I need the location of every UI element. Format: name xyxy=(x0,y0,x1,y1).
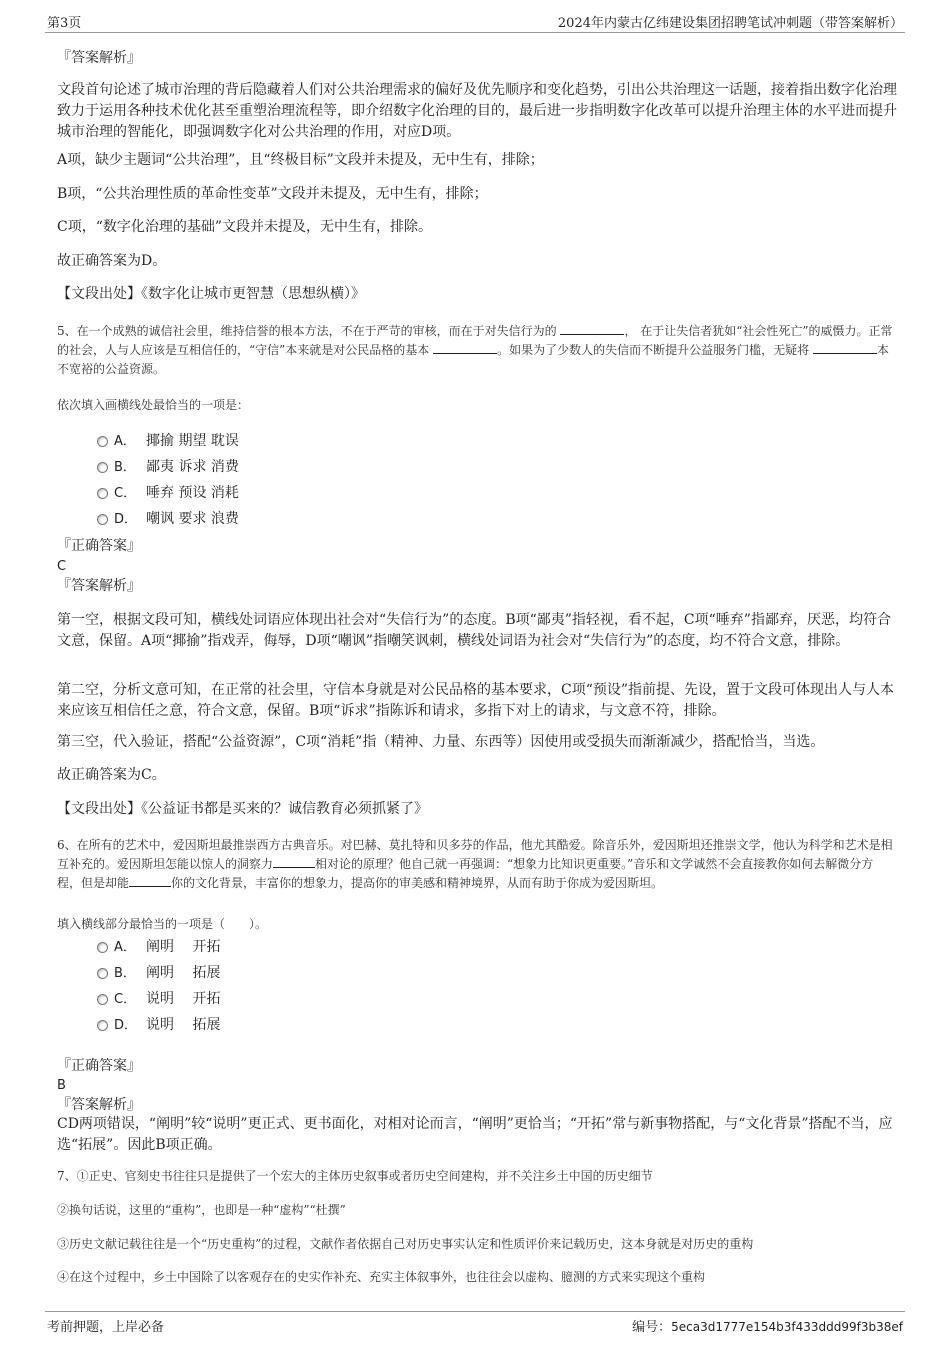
document-code: 编号：5eca3d1777e154b3f433ddd99f3b38ef xyxy=(632,1320,903,1335)
q6-blank-1 xyxy=(273,855,315,868)
q6-option-d[interactable]: D． 说明 拓展 xyxy=(97,1014,220,1034)
q7-sentence-1: 7、①正史、官刻史书往往只是提供了一个宏大的主体历史叙事或者历史空间建构，并不关注乡土中国的历史细节 xyxy=(57,1169,653,1183)
q5-analysis-para1: 第一空，根据文段可知，横线处词语应体现出社会对“失信行为”的态度。B项“鄙夷”指轻视，看不起，C项“唾弃”指鄙弃，厌恶，均符合文意，保留。A项“揶揄”指戏弄，侮辱，D项“嘲讽”指嘲笑讽刺，横线处词语为社会对“失信行为”的态度，均不符合文意，排除。 xyxy=(57,612,891,649)
q6-analysis: CD两项错误，“阐明”较“说明”更正式、更书面化，对相对论而言，“阐明”更恰当；“开拓”常与新事物搭配，与“文化背景”搭配不当，应选“拓展”。因此B项正确。 xyxy=(57,1116,893,1153)
q6-option-c[interactable]: C． 说明 开拓 xyxy=(97,988,220,1008)
radio-icon[interactable] xyxy=(97,488,108,499)
radio-icon[interactable] xyxy=(97,462,108,473)
q4-option-a-analysis: A项，缺少主题词“公共治理”，且“终极目标”文段并未提及，无中生有，排除； xyxy=(57,152,544,168)
q4-option-b-analysis: B项，“公共治理性质的革命性变革”文段并未提及，无中生有，排除； xyxy=(57,186,488,202)
q6-option-b[interactable]: B． 阐明 拓展 xyxy=(97,962,220,982)
q5-answer: C xyxy=(57,559,67,574)
q5-analysis-para2: 第二空，分析文意可知，在正常的社会里，守信本身就是对公民品格的基本要求，C项“预设”指前提、先设，置于文段可体现出人与人本来应该互相信任之意，符合文意，保留。B项“诉求”指陈诉和请求，多指下对上的请求，与文意不符，排除。 xyxy=(57,682,895,719)
q4-option-c-analysis: C项，“数字化治理的基础”文段并未提及，无中生有，排除。 xyxy=(57,219,433,235)
q6-stem: 6、在所有的艺术中，爱因斯坦最推崇西方古典音乐。对巴赫、莫扎特和贝多芬的作品，他尤其酷爱。除音乐外，爱因斯坦还推崇文学，他认为科学和艺术是相互补充的。爱因斯坦怎能以惊人的洞察力 相对论的原理？他自己就一再强调：“想象力比知识更重要。”音乐和文学诚然不会直接教你如何去解微分方程，但是却能 你的文化背景，丰富你的想象力，提高你的审美感和精神境界，从而有助于你成为爱因斯坦。 xyxy=(57,838,893,890)
q6-answer-label: 『正确答案』 xyxy=(57,1058,141,1074)
q5-prompt: 依次填入画横线处最恰当的一项是： xyxy=(57,398,250,412)
q5-blank-3 xyxy=(813,341,877,354)
q5-source: 【文段出处】《公益证书都是买来的？诚信教育必须抓紧了》 xyxy=(57,801,428,817)
page-header xyxy=(45,12,905,33)
q5-analysis-label: 『答案解析』 xyxy=(57,578,141,594)
document-title: 2024年内蒙古亿纬建设集团招聘笔试冲刺题（带答案解析） xyxy=(557,16,903,31)
q4-conclusion: 故正确答案为D。 xyxy=(57,253,167,269)
q5-option-b[interactable]: B． 鄙夷 诉求 消费 xyxy=(97,456,239,476)
q6-answer: B xyxy=(57,1078,66,1093)
page-footer xyxy=(45,1311,905,1334)
q5-blank-1 xyxy=(560,322,624,335)
q4-analysis-label: 『答案解析』 xyxy=(57,50,141,66)
q4-source: 【文段出处】《数字化让城市更智慧（思想纵横）》 xyxy=(57,286,365,302)
q5-conclusion: 故正确答案为C。 xyxy=(57,767,166,783)
q7-sentence-4: ④在这个过程中，乡土中国除了以客观存在的史实作补充、充实主体叙事外，也往往会以虚构、臆测的方式来实现这个重构 xyxy=(57,1270,706,1284)
radio-icon[interactable] xyxy=(97,1020,108,1031)
radio-icon[interactable] xyxy=(97,968,108,979)
radio-icon[interactable] xyxy=(97,942,108,953)
footer-slogan: 考前押题，上岸必备 xyxy=(47,1320,165,1335)
q6-blank-2 xyxy=(129,874,171,887)
q5-option-c[interactable]: C． 唾弃 预设 消耗 xyxy=(97,482,239,502)
radio-icon[interactable] xyxy=(97,436,108,447)
q4-analysis-para1: 文段首句论述了城市治理的背后隐藏着人们对公共治理需求的偏好及优先顺序和变化趋势，引出公共治理这一话题，接着指出数字化治理致力于运用各种技术优化甚至重塑治理流程等，即介绍数字化治理的目的，最后进一步指明数字化改革可以提升治理主体的水平进而提升城市治理的智能化，即强调数字化对公共治理的作用，对应D项。 xyxy=(57,82,897,140)
q6-analysis-label: 『答案解析』 xyxy=(57,1097,141,1113)
q7-sentence-2: ②换句话说，这里的“重构”，也即是一种“虚构”“杜撰” xyxy=(57,1203,346,1217)
q5-option-a[interactable]: A． 揶揄 期望 耽误 xyxy=(97,430,239,450)
q5-blank-2 xyxy=(433,341,497,354)
q5-analysis-para3: 第三空，代入验证，搭配“公益资源”，C项“消耗”指（精神、力量、东西等）因使用或受损失而渐渐减少，搭配恰当，当选。 xyxy=(57,734,825,750)
q5-answer-label: 『正确答案』 xyxy=(57,538,141,554)
page-number: 第3页 xyxy=(47,16,82,31)
q6-prompt: 填入横线部分最恰当的一项是（ ）。 xyxy=(57,917,268,931)
radio-icon[interactable] xyxy=(97,514,108,525)
q5-option-d[interactable]: D． 嘲讽 要求 浪费 xyxy=(97,508,239,528)
q7-sentence-3: ③历史文献记载往往是一个“历史重构”的过程，文献作者依据自己对历史事实认定和性质评价来记载历史，这本身就是对历史的重构 xyxy=(57,1237,754,1251)
radio-icon[interactable] xyxy=(97,994,108,1005)
q6-option-a[interactable]: A． 阐明 开拓 xyxy=(97,936,220,956)
q5-stem: 5、在一个成熟的诚信社会里，维持信誉的根本方法，不在于严苛的审核，而在于对失信行为的 ， 在于让失信者犹如“社会性死亡”的威慑力。正常的社会，人与人应该是互相信任的，“守信”本来就是对公民品格的基本 。如果为了少数人的失信而不断提升公益服务门槛，无疑将 本不宽裕的公益资源。 xyxy=(57,324,893,376)
